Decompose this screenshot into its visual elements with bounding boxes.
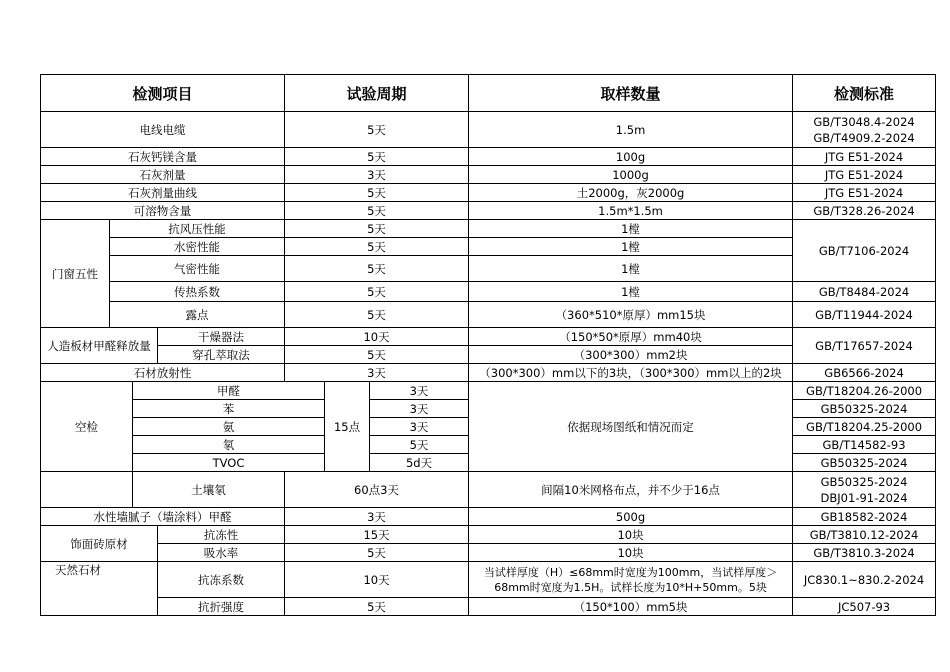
cell-item: 抗折强度 — [158, 598, 285, 616]
cell-item: 石材放射性 — [41, 364, 285, 382]
table-row — [41, 112, 936, 148]
table-row — [41, 544, 936, 562]
cell-standard: GB/T14582-93 — [793, 436, 936, 454]
table-row — [41, 526, 936, 544]
cell-standard — [793, 112, 936, 148]
cell-quantity: （150*100）mm5块 — [469, 598, 793, 616]
cell-quantity: 当试样厚度（H）≤68mm时宽度为100mm，当试样厚度＞68mm时宽度为1.5H。试样长度为10*H+50mm。5块 — [469, 562, 793, 598]
cell-standard: GB/T3810.3-2024 — [793, 544, 936, 562]
cell-group-tile: 饰面砖原材 — [41, 526, 158, 562]
cell-item: 抗冻系数 — [158, 562, 285, 598]
table-row — [41, 508, 936, 526]
table-row — [41, 166, 936, 184]
cell-item: 可溶物含量 — [41, 202, 285, 220]
cell-item: 抗冻性 — [158, 526, 285, 544]
cell-quantity: 土2000g，灰2000g — [469, 184, 793, 202]
cell-standard: GB6566-2024 — [793, 364, 936, 382]
cell-item: 干燥器法 — [158, 328, 285, 346]
header-item: 检测项目 — [41, 75, 285, 112]
standard-line: GB/T3048.4-2024 — [813, 114, 915, 129]
cell-quantity: 1.5m*1.5m — [469, 202, 793, 220]
cell-period: 3天 — [285, 508, 469, 526]
cell-period: 5天 — [285, 220, 469, 238]
cell-quantity: 500g — [469, 508, 793, 526]
cell-quantity: 1樘 — [469, 238, 793, 256]
cell-period: 5天 — [285, 282, 469, 302]
cell-group-window: 门窗五性 — [41, 220, 110, 328]
table-row — [41, 562, 936, 598]
cell-item: 石灰剂量 — [41, 166, 285, 184]
cell-quantity: 1000g — [469, 166, 793, 184]
cell-standard: GB18582-2024 — [793, 508, 936, 526]
cell-item: 吸水率 — [158, 544, 285, 562]
cell-period: 5天 — [370, 436, 469, 454]
cell-standard: GB/T328.26-2024 — [793, 202, 936, 220]
cell-period: 5天 — [285, 202, 469, 220]
cell-item: 氨 — [133, 418, 325, 436]
table-row — [41, 148, 936, 166]
table-row — [41, 184, 936, 202]
cell-standard — [793, 472, 936, 508]
cell-period: 3天 — [285, 364, 469, 382]
cell-standard: GB50325-2024 — [793, 454, 936, 472]
cell-period: 5天 — [285, 346, 469, 364]
cell-item: 电线电缆 — [41, 112, 285, 148]
cell-quantity: 1.5m — [469, 112, 793, 148]
cell-quantity: 10块 — [469, 526, 793, 544]
cell-period: 5天 — [285, 184, 469, 202]
cell-period: 60点3天 — [285, 472, 469, 508]
table-row — [41, 302, 936, 328]
cell-item: 穿孔萃取法 — [158, 346, 285, 364]
cell-quantity: （300*300）mm以下的3块，（300*300）mm以上的2块 — [469, 364, 793, 382]
table-row — [41, 598, 936, 616]
cell-standard: GB/T17657-2024 — [793, 328, 936, 364]
cell-period: 15天 — [285, 526, 469, 544]
cell-standard: JC830.1~830.2-2024 — [793, 562, 936, 598]
table-row — [41, 382, 936, 400]
cell-item: 抗风压性能 — [110, 220, 285, 238]
standard-line: GB/T4909.2-2024 — [813, 130, 915, 145]
cell-period: 5天 — [285, 256, 469, 282]
cell-group-air: 空检 — [41, 382, 133, 472]
cell-group-natural-stone: 天然石材 — [41, 562, 158, 616]
cell-period: 5天 — [285, 598, 469, 616]
cell-standard: GB/T18204.26-2000 — [793, 382, 936, 400]
cell-quantity: （150*50*原厚）mm40块 — [469, 328, 793, 346]
cell-item: 气密性能 — [110, 256, 285, 282]
cell-group-panel: 人造板材甲醛释放量 — [41, 328, 158, 364]
header-standard: 检测标准 — [793, 75, 936, 112]
cell-standard: GB/T3810.12-2024 — [793, 526, 936, 544]
cell-quantity: （300*300）mm2块 — [469, 346, 793, 364]
cell-standard: JTG E51-2024 — [793, 148, 936, 166]
cell-item: 石灰钙镁含量 — [41, 148, 285, 166]
cell-points: 15点 — [325, 382, 370, 472]
cell-item: 传热系数 — [110, 282, 285, 302]
table-row — [41, 282, 936, 302]
cell-quantity: 间隔10米网格布点，并不少于16点 — [469, 472, 793, 508]
header-period: 试验周期 — [285, 75, 469, 112]
cell-period: 5天 — [285, 238, 469, 256]
cell-standard: GB50325-2024 — [793, 400, 936, 418]
cell-item: 水密性能 — [110, 238, 285, 256]
table-header-row — [41, 75, 936, 112]
cell-empty — [41, 472, 133, 508]
cell-period: 10天 — [285, 562, 469, 598]
cell-period: 3天 — [370, 382, 469, 400]
cell-quantity: 1樘 — [469, 256, 793, 282]
cell-period: 5天 — [285, 112, 469, 148]
table-row — [41, 220, 936, 238]
cell-period: 3天 — [370, 400, 469, 418]
cell-item: 土壤氡 — [133, 472, 285, 508]
header-quantity: 取样数量 — [469, 75, 793, 112]
cell-quantity: 1樘 — [469, 282, 793, 302]
cell-item: 露点 — [110, 302, 285, 328]
cell-period: 5d天 — [370, 454, 469, 472]
cell-item: 甲醛 — [133, 382, 325, 400]
cell-quantity: 依据现场图纸和情况而定 — [469, 382, 793, 472]
standard-line: DBJ01-91-2024 — [820, 490, 908, 505]
table-row — [41, 202, 936, 220]
cell-period: 3天 — [285, 166, 469, 184]
cell-item: 水性墙腻子（墙涂料）甲醛 — [41, 508, 285, 526]
inspection-table — [40, 74, 936, 616]
cell-period: 5天 — [285, 148, 469, 166]
cell-item: 石灰剂量曲线 — [41, 184, 285, 202]
cell-standard: GB/T7106-2024 — [793, 220, 936, 282]
table-row — [41, 328, 936, 346]
cell-standard: GB/T11944-2024 — [793, 302, 936, 328]
cell-item: 氡 — [133, 436, 325, 454]
table-row — [41, 364, 936, 382]
cell-standard: JTG E51-2024 — [793, 166, 936, 184]
cell-item: 苯 — [133, 400, 325, 418]
cell-period: 5天 — [285, 544, 469, 562]
cell-quantity: 10块 — [469, 544, 793, 562]
cell-period: 3天 — [370, 418, 469, 436]
cell-quantity: 1樘 — [469, 220, 793, 238]
cell-standard: JTG E51-2024 — [793, 184, 936, 202]
table-row — [41, 472, 936, 508]
cell-quantity: （360*510*原厚）mm15块 — [469, 302, 793, 328]
cell-standard: GB/T8484-2024 — [793, 282, 936, 302]
cell-item: TVOC — [133, 454, 325, 472]
cell-quantity: 100g — [469, 148, 793, 166]
cell-period: 10天 — [285, 328, 469, 346]
cell-period: 5天 — [285, 302, 469, 328]
cell-standard: GB/T18204.25-2000 — [793, 418, 936, 436]
standard-line: GB50325-2024 — [820, 474, 908, 489]
cell-standard: JC507-93 — [793, 598, 936, 616]
